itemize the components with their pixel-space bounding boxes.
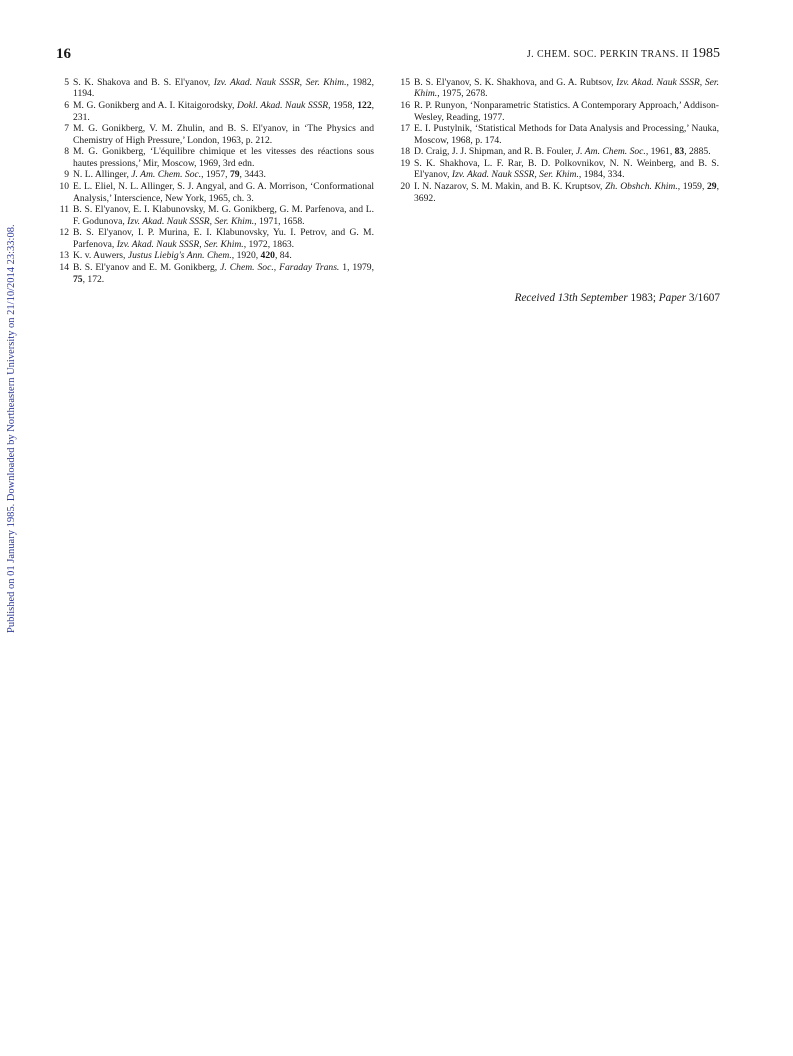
reference-number: 7	[64, 123, 69, 135]
reference-entry	[56, 204, 374, 227]
received-label: Received	[514, 292, 555, 304]
reference-text: E. L. Eliel, N. L. Allinger, S. J. Angyal, and G. A. Morrison, ‘Conformational Analysis,’ Interscience, New York, 1965, ch. 3.	[73, 181, 374, 204]
reference-text: K. v. Auwers, Justus Liebig's Ann. Chem., 1920, 420, 84.	[73, 250, 292, 262]
reference-number: 19	[400, 158, 410, 170]
download-watermark: Published on 01 January 1985. Downloaded by Northeastern University on 21/10/2014 23:33:08.	[6, 224, 17, 633]
reference-text: B. S. El'yanov, E. I. Klabunovsky, M. G. Gonikberg, G. M. Parfenova, and L. F. Godunova, Izv. Akad. Nauk SSSR, Ser. Khim., 1971, 1658.	[73, 204, 374, 227]
references-left-column	[56, 77, 374, 285]
reference-entry	[397, 77, 719, 100]
reference-number: 11	[59, 204, 69, 216]
reference-entry	[397, 158, 719, 181]
reference-number: 20	[400, 181, 410, 193]
reference-number: 5	[64, 77, 69, 88]
paper-label: Paper	[658, 292, 687, 304]
reference-number: 14	[59, 262, 69, 274]
reference-entry	[56, 169, 374, 180]
received-date: 13th September	[557, 292, 628, 304]
reference-text: R. P. Runyon, ‘Nonparametric Statistics. A Contemporary Approach,’ Addison-Wesley, Reading, 1977.	[414, 100, 719, 123]
received-line	[515, 292, 720, 304]
reference-entry	[56, 181, 374, 204]
journal-year: 1985	[692, 46, 720, 61]
reference-entry	[56, 262, 374, 285]
reference-entry	[56, 123, 374, 146]
running-head	[527, 46, 720, 62]
paper-number: 3/1607	[688, 292, 720, 304]
reference-number: 8	[64, 146, 69, 158]
reference-text: S. K. Shakova and B. S. El'yanov, Izv. Akad. Nauk SSSR, Ser. Khim., 1982, 1194.	[73, 77, 375, 100]
reference-number: 17	[400, 123, 410, 135]
reference-text: B. S. El'yanov, I. P. Murina, E. I. Klabunovsky, Yu. I. Petrov, and G. M. Parfenova, Izv. Akad. Nauk SSSR, Ser. Khim., 1972, 1863.	[73, 227, 374, 250]
reference-number: 16	[400, 100, 410, 112]
reference-entry	[56, 100, 374, 123]
reference-number: 10	[59, 181, 69, 193]
page-number: 16	[56, 46, 71, 62]
reference-entry	[397, 146, 719, 157]
reference-number: 15	[400, 77, 410, 88]
reference-text: I. N. Nazarov, S. M. Makin, and B. K. Kruptsov, Zh. Obshch. Khim., 1959, 29, 3692.	[414, 181, 719, 204]
reference-text: E. I. Pustylnik, ‘Statistical Methods for Data Analysis and Processing,’ Nauka, Moscow, 1968, p. 174.	[414, 123, 719, 146]
reference-number: 12	[59, 227, 69, 239]
reference-text: B. S. El'yanov, S. K. Shakhova, and G. A. Rubtsov, Izv. Akad. Nauk SSSR, Ser. Khim., 1975, 2678.	[414, 77, 719, 100]
reference-text: M. G. Gonikberg, V. M. Zhulin, and B. S. El'yanov, in ‘The Physics and Chemistry of High Pressure,’ London, 1963, p. 212.	[73, 123, 374, 146]
journal-name: J. CHEM. SOC. PERKIN TRANS. II	[526, 49, 689, 60]
reference-entry	[56, 250, 374, 261]
reference-number: 18	[400, 146, 410, 158]
reference-text: D. Craig, J. J. Shipman, and R. B. Fouler, J. Am. Chem. Soc., 1961, 83, 2885.	[414, 146, 711, 158]
references-right-column	[397, 77, 719, 204]
reference-entry	[56, 77, 374, 100]
received-year: 1983;	[630, 292, 656, 304]
reference-text: M. G. Gonikberg and A. I. Kitaigorodsky, Dokl. Akad. Nauk SSSR, 1958, 122, 231.	[73, 100, 375, 123]
reference-number: 13	[59, 250, 69, 262]
reference-entry	[56, 227, 374, 250]
reference-entry	[56, 146, 374, 169]
reference-entry	[397, 123, 719, 146]
reference-text: N. L. Allinger, J. Am. Chem. Soc., 1957, 79, 3443.	[73, 169, 266, 181]
reference-text: M. G. Gonikberg, ‘L'équilibre chimique et les vitesses des réactions sous hautes pressions,’ Mir, Moscow, 1969, 3rd edn.	[73, 146, 374, 169]
reference-number: 9	[64, 169, 69, 181]
reference-number: 6	[64, 100, 69, 112]
reference-text: S. K. Shakhova, L. F. Rar, B. D. Polkovnikov, N. N. Weinberg, and B. S. El'yanov, Izv. Akad. Nauk SSSR, Ser. Khim., 1984, 334.	[414, 158, 719, 181]
reference-text: B. S. El'yanov and E. M. Gonikberg, J. Chem. Soc., Faraday Trans. 1, 1979, 75, 172.	[73, 262, 374, 285]
reference-entry	[397, 100, 719, 123]
reference-entry	[397, 181, 719, 204]
